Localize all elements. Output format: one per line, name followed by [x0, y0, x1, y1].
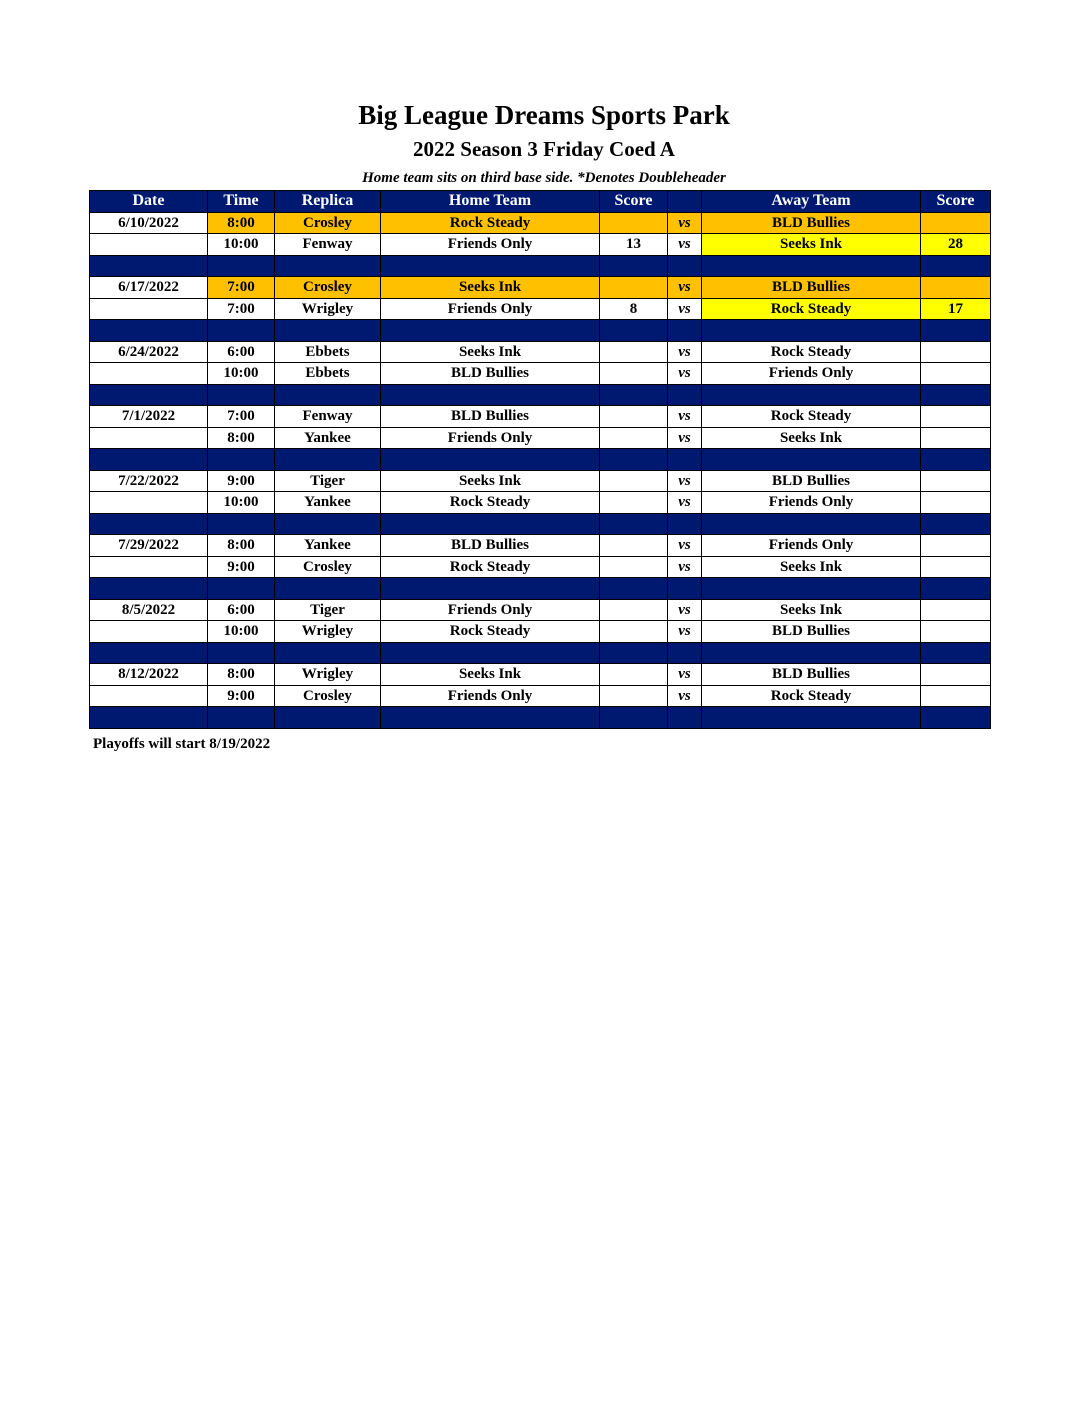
week-separator-row	[90, 320, 991, 342]
separator-cell	[381, 384, 600, 406]
away-team: BLD Bullies	[702, 621, 921, 643]
game-row	[90, 406, 991, 428]
home-team: Seeks Ink	[381, 341, 600, 363]
separator-cell	[208, 707, 275, 729]
home-team: Rock Steady	[381, 212, 600, 234]
away-score: 28	[921, 234, 991, 256]
game-time: 6:00	[208, 599, 275, 621]
schedule-note: Home team sits on third base side. *Denotes Doubleheader	[362, 170, 726, 186]
separator-cell	[600, 320, 668, 342]
separator-cell	[600, 384, 668, 406]
vs-label: vs	[668, 406, 702, 428]
away-score	[921, 664, 991, 686]
game-date: 7/29/2022	[90, 535, 208, 557]
schedule-table	[89, 190, 991, 729]
game-time: 9:00	[208, 556, 275, 578]
home-score	[600, 470, 668, 492]
separator-cell	[600, 255, 668, 277]
away-score	[921, 492, 991, 514]
game-time: 9:00	[208, 685, 275, 707]
game-row	[90, 363, 991, 385]
page-title: Big League Dreams Sports Park	[358, 100, 730, 130]
separator-cell	[702, 513, 921, 535]
away-team: Rock Steady	[702, 298, 921, 320]
separator-cell	[381, 255, 600, 277]
week-separator-row	[90, 384, 991, 406]
header-home-score: Score	[600, 191, 668, 213]
header-vs	[668, 191, 702, 213]
home-score	[600, 363, 668, 385]
separator-cell	[90, 707, 208, 729]
separator-cell	[208, 320, 275, 342]
vs-label: vs	[668, 621, 702, 643]
week-separator-row	[90, 513, 991, 535]
away-score	[921, 277, 991, 299]
separator-cell	[668, 255, 702, 277]
playoffs-note: Playoffs will start 8/19/2022	[93, 736, 271, 752]
game-row	[90, 535, 991, 557]
home-score	[600, 664, 668, 686]
separator-cell	[702, 384, 921, 406]
home-score	[600, 556, 668, 578]
vs-label: vs	[668, 427, 702, 449]
game-date	[90, 685, 208, 707]
home-team: Friends Only	[381, 234, 600, 256]
separator-cell	[208, 578, 275, 600]
away-team: Rock Steady	[702, 406, 921, 428]
separator-cell	[921, 384, 991, 406]
home-score	[600, 535, 668, 557]
game-replica: Ebbets	[275, 363, 381, 385]
separator-cell	[702, 449, 921, 471]
game-date	[90, 556, 208, 578]
separator-cell	[600, 707, 668, 729]
separator-cell	[90, 513, 208, 535]
vs-label: vs	[668, 470, 702, 492]
away-score	[921, 685, 991, 707]
game-replica: Ebbets	[275, 341, 381, 363]
separator-cell	[702, 642, 921, 664]
separator-cell	[600, 642, 668, 664]
game-row	[90, 277, 991, 299]
away-score	[921, 556, 991, 578]
home-score: 8	[600, 298, 668, 320]
home-score	[600, 427, 668, 449]
separator-cell	[600, 449, 668, 471]
separator-cell	[275, 449, 381, 471]
home-score	[600, 341, 668, 363]
home-team: BLD Bullies	[381, 535, 600, 557]
separator-cell	[668, 707, 702, 729]
game-row	[90, 341, 991, 363]
game-replica: Wrigley	[275, 298, 381, 320]
game-date	[90, 492, 208, 514]
game-row	[90, 664, 991, 686]
game-time: 10:00	[208, 492, 275, 514]
separator-cell	[381, 320, 600, 342]
game-date: 6/10/2022	[90, 212, 208, 234]
game-date: 6/24/2022	[90, 341, 208, 363]
game-date: 7/1/2022	[90, 406, 208, 428]
game-replica: Yankee	[275, 492, 381, 514]
away-team: Friends Only	[702, 492, 921, 514]
separator-cell	[668, 642, 702, 664]
game-replica: Yankee	[275, 427, 381, 449]
vs-label: vs	[668, 298, 702, 320]
game-date	[90, 621, 208, 643]
home-team: Friends Only	[381, 685, 600, 707]
separator-cell	[668, 384, 702, 406]
header-away-score: Score	[921, 191, 991, 213]
game-date: 8/12/2022	[90, 664, 208, 686]
game-replica: Fenway	[275, 234, 381, 256]
game-time: 8:00	[208, 427, 275, 449]
away-team: Seeks Ink	[702, 427, 921, 449]
away-score	[921, 621, 991, 643]
separator-cell	[275, 513, 381, 535]
separator-cell	[208, 513, 275, 535]
separator-cell	[90, 449, 208, 471]
week-separator-row	[90, 449, 991, 471]
separator-cell	[921, 578, 991, 600]
away-team: Seeks Ink	[702, 599, 921, 621]
home-team: Seeks Ink	[381, 664, 600, 686]
vs-label: vs	[668, 277, 702, 299]
game-date: 7/22/2022	[90, 470, 208, 492]
game-row	[90, 470, 991, 492]
away-team: BLD Bullies	[702, 664, 921, 686]
game-replica: Crosley	[275, 556, 381, 578]
separator-cell	[275, 642, 381, 664]
home-score: 13	[600, 234, 668, 256]
separator-cell	[702, 707, 921, 729]
game-row	[90, 427, 991, 449]
separator-cell	[208, 384, 275, 406]
game-date	[90, 363, 208, 385]
separator-cell	[381, 642, 600, 664]
game-time: 8:00	[208, 664, 275, 686]
home-team: Seeks Ink	[381, 470, 600, 492]
game-time: 8:00	[208, 212, 275, 234]
week-separator-row	[90, 642, 991, 664]
separator-cell	[921, 255, 991, 277]
vs-label: vs	[668, 599, 702, 621]
header-home-team: Home Team	[381, 191, 600, 213]
home-team: Seeks Ink	[381, 277, 600, 299]
game-time: 7:00	[208, 406, 275, 428]
home-score	[600, 685, 668, 707]
game-date	[90, 234, 208, 256]
separator-cell	[208, 255, 275, 277]
game-row	[90, 212, 991, 234]
week-separator-row	[90, 707, 991, 729]
vs-label: vs	[668, 363, 702, 385]
game-replica: Yankee	[275, 535, 381, 557]
separator-cell	[381, 578, 600, 600]
away-team: Seeks Ink	[702, 556, 921, 578]
week-separator-row	[90, 255, 991, 277]
game-time: 9:00	[208, 470, 275, 492]
home-score	[600, 406, 668, 428]
game-date	[90, 427, 208, 449]
separator-cell	[275, 384, 381, 406]
away-score	[921, 470, 991, 492]
home-team: BLD Bullies	[381, 406, 600, 428]
separator-cell	[600, 513, 668, 535]
game-replica: Fenway	[275, 406, 381, 428]
home-score	[600, 599, 668, 621]
game-row	[90, 685, 991, 707]
home-score	[600, 212, 668, 234]
vs-label: vs	[668, 556, 702, 578]
separator-cell	[208, 449, 275, 471]
away-score	[921, 212, 991, 234]
separator-cell	[600, 578, 668, 600]
game-replica: Crosley	[275, 277, 381, 299]
home-team: Rock Steady	[381, 556, 600, 578]
game-time: 7:00	[208, 298, 275, 320]
separator-cell	[921, 513, 991, 535]
away-team: BLD Bullies	[702, 470, 921, 492]
away-score: 17	[921, 298, 991, 320]
separator-cell	[921, 707, 991, 729]
home-team: Friends Only	[381, 298, 600, 320]
vs-label: vs	[668, 212, 702, 234]
game-row	[90, 556, 991, 578]
separator-cell	[90, 384, 208, 406]
away-team: BLD Bullies	[702, 277, 921, 299]
vs-label: vs	[668, 664, 702, 686]
vs-label: vs	[668, 341, 702, 363]
away-team: Rock Steady	[702, 685, 921, 707]
home-team: BLD Bullies	[381, 363, 600, 385]
home-team: Friends Only	[381, 599, 600, 621]
separator-cell	[275, 255, 381, 277]
schedule-body	[90, 212, 991, 728]
home-score	[600, 621, 668, 643]
separator-cell	[702, 578, 921, 600]
week-separator-row	[90, 578, 991, 600]
away-team: Friends Only	[702, 535, 921, 557]
away-score	[921, 599, 991, 621]
game-time: 6:00	[208, 341, 275, 363]
separator-cell	[90, 642, 208, 664]
game-time: 8:00	[208, 535, 275, 557]
game-time: 10:00	[208, 363, 275, 385]
game-time: 7:00	[208, 277, 275, 299]
separator-cell	[381, 707, 600, 729]
separator-cell	[702, 255, 921, 277]
away-score	[921, 363, 991, 385]
game-row	[90, 599, 991, 621]
separator-cell	[668, 320, 702, 342]
away-team: BLD Bullies	[702, 212, 921, 234]
away-team: Friends Only	[702, 363, 921, 385]
header-date: Date	[90, 191, 208, 213]
separator-cell	[275, 707, 381, 729]
separator-cell	[275, 320, 381, 342]
away-score	[921, 406, 991, 428]
separator-cell	[90, 255, 208, 277]
header-away-team: Away Team	[702, 191, 921, 213]
game-time: 10:00	[208, 234, 275, 256]
separator-cell	[921, 449, 991, 471]
game-replica: Wrigley	[275, 664, 381, 686]
separator-cell	[668, 513, 702, 535]
home-score	[600, 492, 668, 514]
header-row	[90, 191, 991, 213]
separator-cell	[921, 642, 991, 664]
game-replica: Tiger	[275, 470, 381, 492]
game-date: 8/5/2022	[90, 599, 208, 621]
game-replica: Wrigley	[275, 621, 381, 643]
game-row	[90, 621, 991, 643]
page-subtitle: 2022 Season 3 Friday Coed A	[413, 137, 675, 161]
separator-cell	[90, 578, 208, 600]
away-score	[921, 341, 991, 363]
vs-label: vs	[668, 535, 702, 557]
game-replica: Tiger	[275, 599, 381, 621]
away-team: Seeks Ink	[702, 234, 921, 256]
game-row	[90, 234, 991, 256]
home-score	[600, 277, 668, 299]
separator-cell	[668, 578, 702, 600]
separator-cell	[381, 449, 600, 471]
game-date: 6/17/2022	[90, 277, 208, 299]
game-date	[90, 298, 208, 320]
away-score	[921, 535, 991, 557]
home-team: Friends Only	[381, 427, 600, 449]
separator-cell	[208, 642, 275, 664]
separator-cell	[90, 320, 208, 342]
vs-label: vs	[668, 685, 702, 707]
away-team: Rock Steady	[702, 341, 921, 363]
vs-label: vs	[668, 492, 702, 514]
separator-cell	[921, 320, 991, 342]
home-team: Rock Steady	[381, 492, 600, 514]
game-row	[90, 492, 991, 514]
header-replica: Replica	[275, 191, 381, 213]
header-time: Time	[208, 191, 275, 213]
separator-cell	[381, 513, 600, 535]
game-time: 10:00	[208, 621, 275, 643]
game-replica: Crosley	[275, 685, 381, 707]
separator-cell	[702, 320, 921, 342]
game-row	[90, 298, 991, 320]
separator-cell	[668, 449, 702, 471]
away-score	[921, 427, 991, 449]
game-replica: Crosley	[275, 212, 381, 234]
vs-label: vs	[668, 234, 702, 256]
home-team: Rock Steady	[381, 621, 600, 643]
separator-cell	[275, 578, 381, 600]
